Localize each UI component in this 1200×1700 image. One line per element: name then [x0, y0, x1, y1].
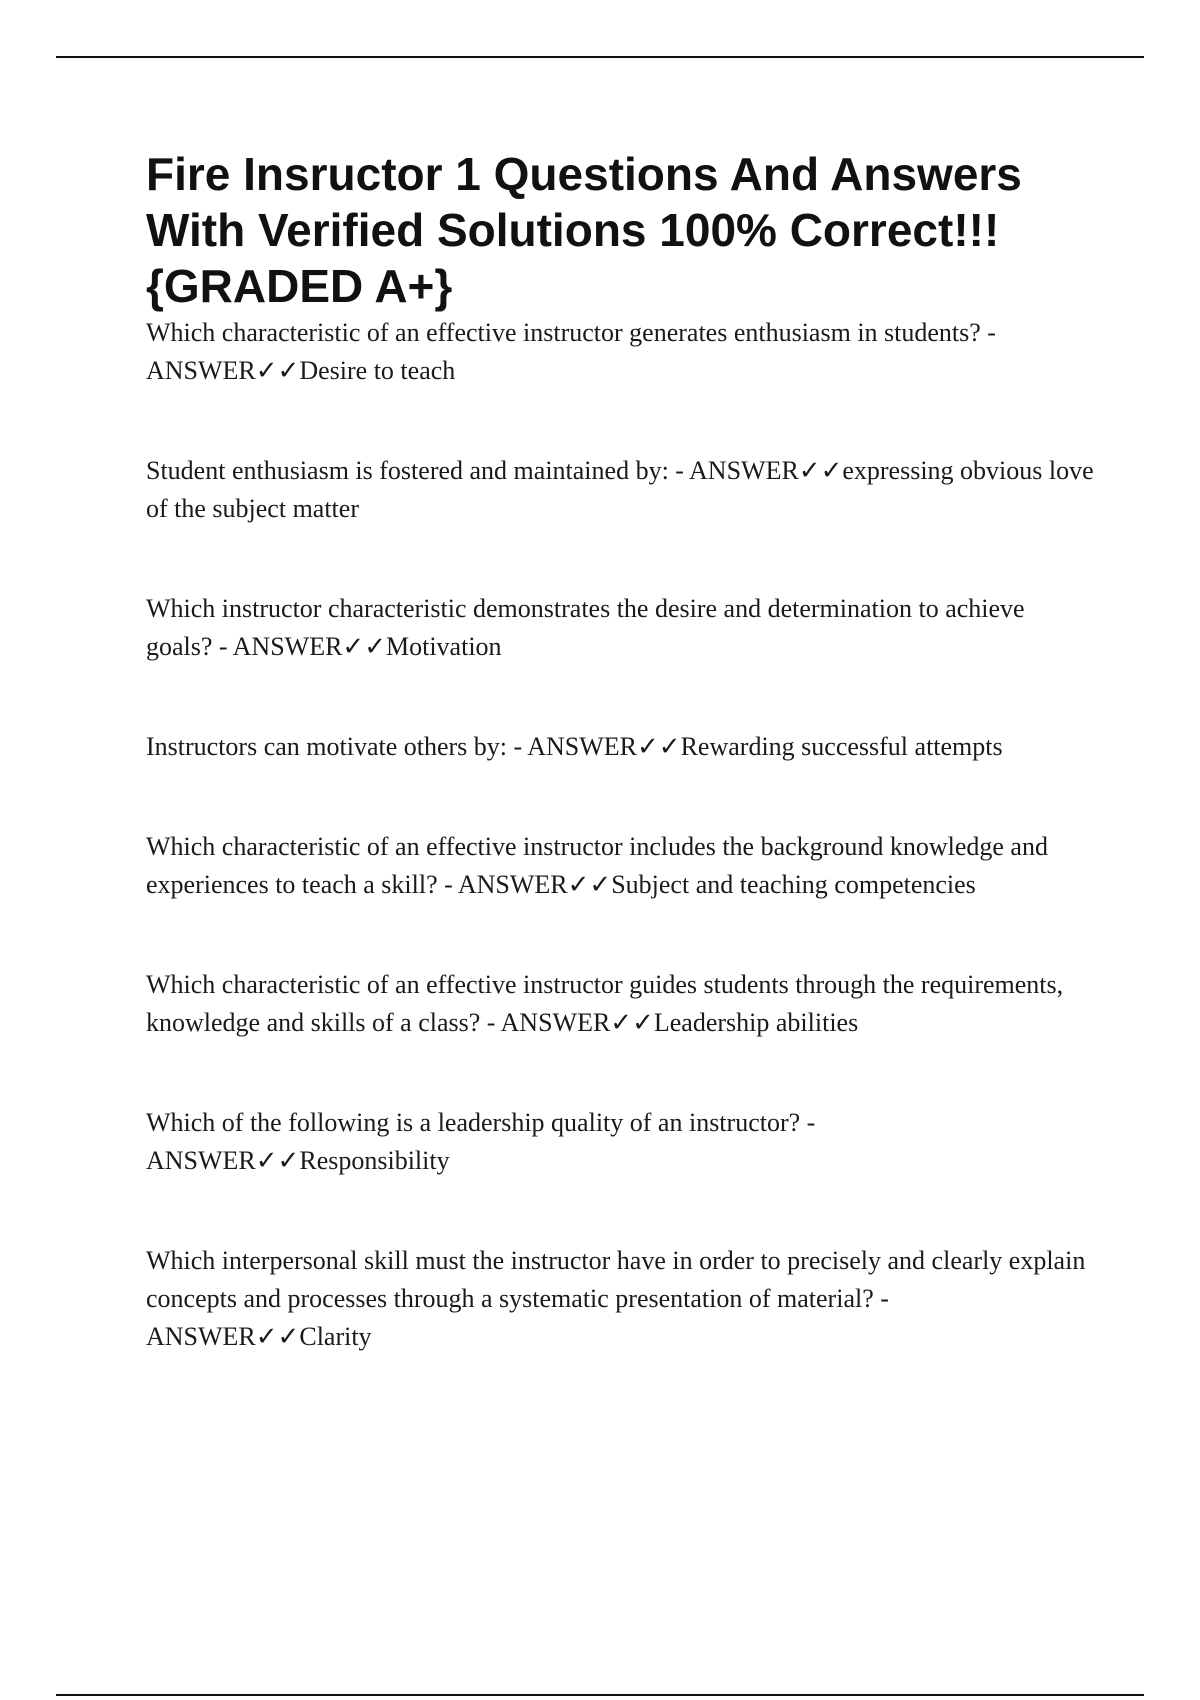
- qa-item: Which interpersonal skill must the instructor have in order to precisely and clearly explain concepts and processes through a systematic presentation of material? - ANSWER✓✓Clarity: [146, 1246, 1086, 1351]
- document-title: Fire Insructor 1 Questions And Answers With Verified Solutions 100% Correct!!! {GRADED A+}: [146, 148, 1022, 312]
- qa-item: Student enthusiasm is fostered and maintained by: - ANSWER✓✓expressing obvious love of the subject matter: [146, 456, 1094, 523]
- qa-item: Which characteristic of an effective instructor generates enthusiasm in students? - ANSWER✓✓Desire to teach: [146, 318, 996, 385]
- qa-item: Which of the following is a leadership quality of an instructor? - ANSWER✓✓Responsibility: [146, 1108, 816, 1175]
- document-body: [146, 146, 1096, 1356]
- qa-item: Instructors can motivate others by: - ANSWER✓✓Rewarding successful attempts: [146, 732, 1003, 761]
- top-divider: [56, 56, 1144, 58]
- bottom-divider: [56, 1694, 1144, 1696]
- qa-item: Which characteristic of an effective instructor includes the background knowledge and experiences to teach a skill? - ANSWER✓✓Subject and teaching competencies: [146, 832, 1048, 899]
- qa-item: Which characteristic of an effective instructor guides students through the requirements, knowledge and skills of a class? - ANSWER✓✓Leadership abilities: [146, 970, 1064, 1037]
- qa-item: Which instructor characteristic demonstrates the desire and determination to achieve goals? - ANSWER✓✓Motivation: [146, 594, 1025, 661]
